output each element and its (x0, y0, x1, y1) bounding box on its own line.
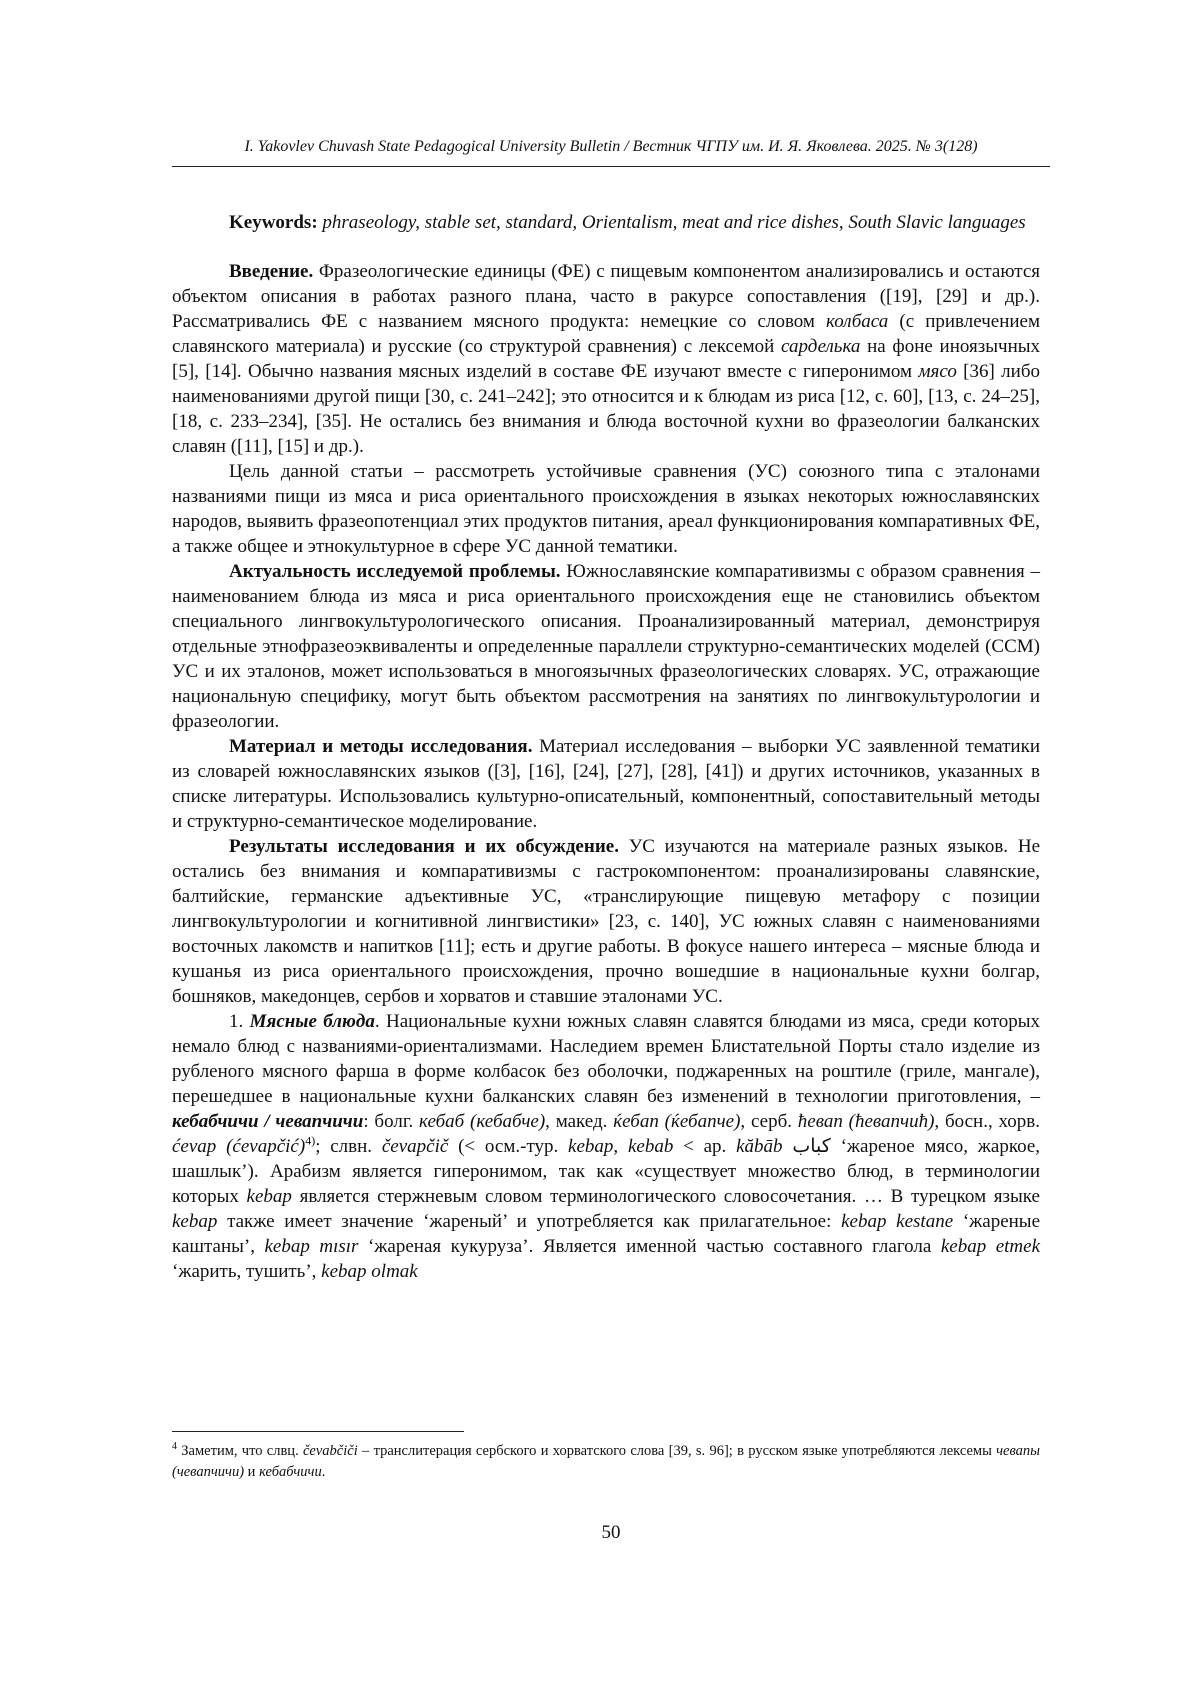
section1-text: ; слвн. (315, 1136, 382, 1157)
section1-term: kebap olmak (321, 1261, 418, 1282)
section1-text: также имеет значение ‘жареный’ и употребляется как прилагательное: (217, 1211, 842, 1232)
methods-paragraph (172, 734, 1040, 834)
section1-term: kebap kestane (841, 1211, 954, 1232)
section1-text: , босн., хорв. (934, 1111, 1041, 1132)
methods-text: Материал исследования – выборки УС заявленной тематики из словарей южнославянских языков ([3], [16], [24], [27], [28], [41]) и других источников, указанных в списке литературы. Использовались культурно-описательный, компонентный, сопоставительный методы и структурно-семантическое моделирование. (172, 736, 1040, 832)
section1-text: < ар. (673, 1136, 737, 1157)
footnote-divider (172, 1431, 464, 1432)
footnote-ref[interactable]: 4) (305, 1133, 316, 1148)
footnote-term: кебабчичи (259, 1464, 322, 1480)
results-paragraph (172, 834, 1040, 1009)
section1-term: kebap (246, 1186, 292, 1207)
header-divider (172, 166, 1050, 167)
intro-text: (с привлечением славянского материала) и русские (со структурой сравнения) с лексемой (172, 311, 1040, 357)
footnote-mark: 4 (172, 1441, 177, 1453)
footnote-term: čevabčiči (303, 1443, 358, 1459)
section1-text: , макед. (545, 1111, 614, 1132)
footnote-term: чевапы (чевапчичи) (172, 1443, 1040, 1480)
intro-term: сарделька (781, 336, 861, 357)
section1-text: ‘жарить, тушить’, (172, 1261, 322, 1282)
article-body (172, 210, 1040, 1284)
section1-term: ćevap (ćevapčić) (172, 1136, 306, 1157)
section1-text: ‘жареная кукуруза’. Является именной частью составного глагола (358, 1236, 941, 1257)
intro-text: [36] либо наименованиями другой пищи [30, с. 241–242]; это относится и к блюдам из риса [12, с. 60], [13, с. 24–25], [18, с. 233–234], [35]. Не остались без внимания и блюда восточной кухни во фразеологии балканских славян ([11], [15] и др.). (172, 361, 1040, 457)
section1-text: ‘жареное мясо, жаркое, шашлык’). Арабизм является гиперонимом, так как «существует множество блюд, в терминологии которых (172, 1136, 1041, 1207)
relevance-text: Южнославянские компаративизмы с образом сравнения – наименованием блюда из мяса и риса ориентального происхождения еще не становились объектом специального лингвокультурологического описания. Проанализированный материал, демонстрируя отдельные этнофразеоэквиваленты и определенные параллели структурно-семантических моделей (ССМ) УС и их эталонов, может использоваться в многоязычных фразеологических словарях. УС, отражающие национальную специфику, могут быть объектом рассмотрения на занятиях по лингвокультурологии и фразеологии. (172, 561, 1040, 732)
arabic-word: كباب (792, 1136, 831, 1157)
footnote-text: – транслитерация сербского и хорватского слова [39, s. 96]; в русском языке употребляются лексемы (357, 1443, 997, 1459)
results-heading: Результаты исследования и их обсуждение. (229, 836, 619, 857)
section1-text: ‘жареные каштаны’, (172, 1211, 1041, 1257)
relevance-paragraph (172, 559, 1040, 734)
aim-paragraph: Цель данной статьи – рассмотреть устойчивые сравнения (УС) союзного типа с эталонами названиями пищи из мяса и риса ориентального происхождения в языках некоторых южнославянских народов, выявить фразеопотенциал этих продуктов питания, ареал функционирования компаративных ФЕ, а также общее и этнокультурное в сфере УС данной тематики. (172, 461, 1040, 557)
section1-term: čevapčič (381, 1136, 449, 1157)
intro-term: колбаса (826, 311, 889, 332)
intro-paragraph (172, 259, 1040, 459)
section1-term: kebab (627, 1136, 674, 1157)
keywords-text: phraseology, stable set, standard, Orientalism, meat and rice dishes, South Slavic languages (317, 212, 1026, 233)
intro-text: на фоне иноязычных [5], [14]. Обычно названия мясных изделий в составе ФЕ изучают вместе с гиперонимом (172, 336, 1040, 382)
footnote-text: . (321, 1464, 326, 1480)
section1-text: , серб. (740, 1111, 798, 1132)
methods-heading: Материал и методы исследования. (229, 736, 533, 757)
section1-term: ќебап (ќебапче) (613, 1111, 741, 1132)
section1-term: kebap (172, 1211, 218, 1232)
page-number: 50 (601, 1522, 621, 1543)
section-number: 1. (229, 1011, 250, 1032)
footnote-text: Заметим, что слвц. (177, 1443, 303, 1459)
section1-term: kebap mısır (264, 1236, 359, 1257)
section1-text: , (613, 1136, 628, 1157)
section1-term: кебаб (кебабче) (419, 1111, 546, 1132)
section1-term: кебабчичи / чевапчичи (172, 1111, 364, 1132)
footnote-text: и (244, 1464, 260, 1480)
keywords-paragraph (172, 210, 1040, 235)
section1-term: ћевап (ћевапчић) (797, 1111, 935, 1132)
intro-text: Фразеологические единицы (ФЕ) с пищевым компонентом анализировались и остаются объектом описания в работах разного плана, часто в ракурсе сопоставления ([19], [29] и др.). Рассматривались ФЕ с названием мясного продукта: немецкие со словом (172, 261, 1040, 332)
section1-text: : болг. (363, 1111, 420, 1132)
section1-term: kebap etmek (940, 1236, 1041, 1257)
keywords-label: Keywords: (229, 212, 318, 233)
intro-heading: Введение. (229, 261, 314, 282)
footnote (172, 1441, 1040, 1483)
relevance-heading: Актуальность исследуемой проблемы. (229, 561, 561, 582)
running-head: I. Yakovlev Chuvash State Pedagogical University Bulletin / Вестник ЧГПУ им. И. Я. Яковлева. 2025. № 3(128) (244, 138, 978, 155)
section1-text: является стержневым словом терминологического словосочетания. … В турецком языке (291, 1186, 1040, 1207)
section1-term: kăbāb (736, 1136, 783, 1157)
results-text: УС изучаются на материале разных языков. Не остались без внимания и компаративизмы с гастрокомпонентом: проанализированы славянские, балтийские, германские адъективные УС, «транслирующие пищевую метафору с позиции лингвокультурологии и когнитивной лингвистики» [23, с. 140], УС южных славян с наименованиями восточных лакомств и напитков [11]; есть и другие работы. В фокусе нашего интереса – мясные блюда и кушанья из риса ориентального происхождения, прочно вошедшие в национальные кухни болгар, бошняков, македонцев, сербов и хорватов и ставшие эталонами УС. (172, 836, 1040, 1007)
section1-heading: Мясные блюда (249, 1011, 375, 1032)
intro-term: мясо (918, 361, 957, 382)
section1-paragraph (172, 1009, 1040, 1284)
section1-text: . Национальные кухни южных славян славятся блюдами из мяса, среди которых немало блюд с названиями-ориентализмами. Наследием времен Блистательной Порты стало изделие из рубленого мясного фарша в форме колбасок без оболочки, поджаренных на роштиле (гриле, мангале), перешедшее в национальные кухни балканских славян без изменений в технологии приготовления, – (172, 1011, 1041, 1107)
section1-text: (< осм.-тур. (448, 1136, 569, 1157)
section1-term: kebap (568, 1136, 614, 1157)
